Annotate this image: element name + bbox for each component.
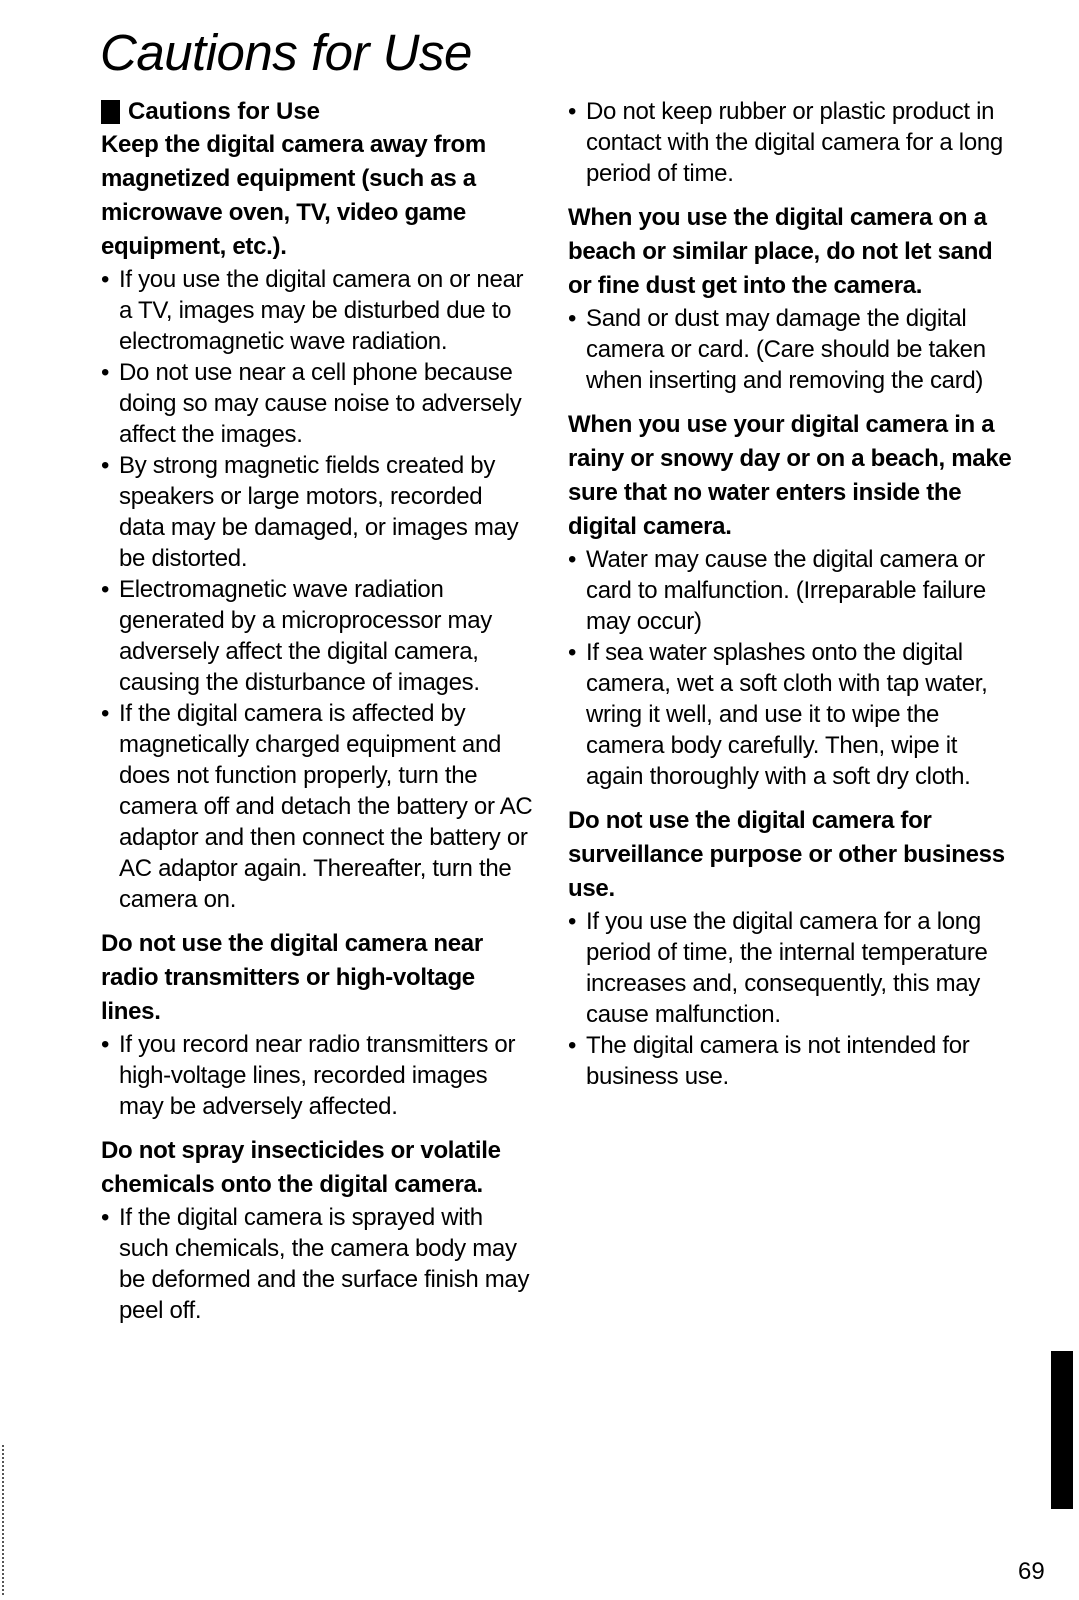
bullet-item: • By strong magnetic fields created by speakers or large motors, recorded data may be damaged, or images may be distorted.: [101, 450, 533, 574]
left-column: [101, 96, 533, 1338]
caution-heading: Do not use the digital camera for surveillance purpose or other business use.: [568, 807, 1005, 902]
black-square-icon: [101, 100, 120, 124]
page-number: 69: [1018, 1558, 1045, 1585]
caution-heading: Keep the digital camera away from magnetized equipment (such as a microwave oven, TV, video game equipment, etc.).: [101, 131, 486, 260]
scan-edge-marks: [2, 1445, 6, 1595]
caution-block: [568, 96, 1013, 189]
bullet-item: • If you use the digital camera for a long period of time, the internal temperature increases and, consequently, this may cause malfunction.: [568, 906, 1013, 1030]
bullet-list: [568, 96, 1013, 189]
bullet-item: • The digital camera is not intended for business use.: [568, 1030, 1013, 1092]
bullet-item: • Do not keep rubber or plastic product in contact with the digital camera for a long period of time.: [568, 96, 1013, 189]
left-blocks: [101, 128, 533, 1326]
bullet-list: [568, 544, 1013, 792]
bullet-list: [101, 1202, 533, 1326]
section-heading: [101, 96, 533, 128]
caution-block: [101, 927, 533, 1122]
bullet-list: [568, 303, 1013, 396]
bullet-item: • Water may cause the digital camera or card to malfunction. (Irreparable failure may occur): [568, 544, 1013, 637]
bullet-list: [101, 264, 533, 915]
chapter-tab-marker: [1051, 1351, 1073, 1509]
bullet-list: [568, 906, 1013, 1092]
caution-heading: Do not spray insecticides or volatile chemicals onto the digital camera.: [101, 1137, 501, 1198]
bullet-item: • If the digital camera is affected by magnetically charged equipment and does not function properly, turn the camera off and detach the battery or AC adaptor and then connect the battery or AC adaptor again. Thereafter, turn the camera on.: [101, 698, 533, 915]
bullet-item: • If the digital camera is sprayed with such chemicals, the camera body may be deformed and the surface finish may peel off.: [101, 1202, 533, 1326]
bullet-item: • Electromagnetic wave radiation generated by a microprocessor may adversely affect the digital camera, causing the disturbance of images.: [101, 574, 533, 698]
caution-block: [101, 128, 533, 915]
bullet-item: • Sand or dust may damage the digital camera or card. (Care should be taken when inserting and removing the card): [568, 303, 1013, 396]
bullet-item: • If you use the digital camera on or near a TV, images may be disturbed due to electromagnetic wave radiation.: [101, 264, 533, 357]
caution-heading: When you use the digital camera on a beach or similar place, do not let sand or fine dust get into the camera.: [568, 204, 993, 299]
right-blocks: [568, 96, 1013, 1092]
caution-block: [568, 201, 1013, 396]
bullet-item: • If you record near radio transmitters or high-voltage lines, recorded images may be adversely affected.: [101, 1029, 533, 1122]
caution-heading: Do not use the digital camera near radio transmitters or high-voltage lines.: [101, 930, 483, 1025]
caution-block: [101, 1134, 533, 1326]
right-column: [568, 96, 1013, 1104]
caution-heading: When you use your digital camera in a rainy or snowy day or on a beach, make sure that no water enters inside the digital camera.: [568, 411, 1012, 540]
caution-block: [568, 804, 1013, 1092]
bullet-item: • Do not use near a cell phone because doing so may cause noise to adversely affect the images.: [101, 357, 533, 450]
section-heading-text: Cautions for Use: [128, 98, 321, 125]
page-title: Cautions for Use: [100, 24, 472, 81]
bullet-list: [101, 1029, 533, 1122]
caution-block: [568, 408, 1013, 792]
bullet-item: • If sea water splashes onto the digital camera, wet a soft cloth with tap water, wring it well, and use it to wipe the camera body carefully. Then, wipe it again thoroughly with a soft dry cloth.: [568, 637, 1013, 792]
